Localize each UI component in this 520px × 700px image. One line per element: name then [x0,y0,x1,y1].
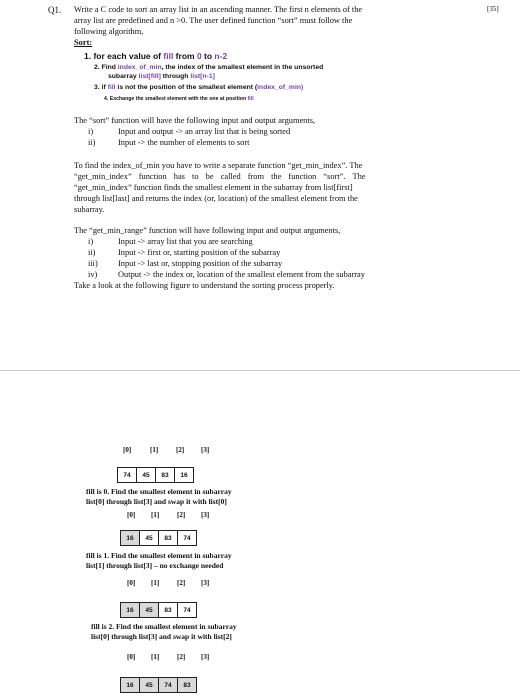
index-label: [2] [177,653,186,661]
item-number: ii) [88,248,96,257]
code-list-fill: list[fill] [138,73,161,80]
step-caption [86,551,232,570]
code-fill: fill [107,84,116,91]
array-cell: 16 [121,603,140,617]
range-arg-4 [88,270,365,279]
index-label: [0] [127,579,136,587]
sort-arg-1 [88,127,290,136]
index-label: [1] [151,511,160,519]
index-label: [3] [201,579,210,587]
caption-line: fill is 0. Find the smallest element in subarray [86,487,232,496]
array-state-2 [120,530,197,546]
index-label: [2] [177,511,186,519]
question-marks: [35] [487,5,499,13]
step-text: Find [101,64,118,71]
paragraph-line: “get_min_index” function has to be called from the function “sort”. The [74,172,366,181]
step-text: ) [300,84,304,91]
intro-line-1: Write a C code to sort an array list in an ascending manner. The first n elements of the [74,5,363,14]
step-number: 3. [94,84,100,91]
array-state-3 [120,602,197,618]
item-number: iv) [88,270,98,279]
index-label: [0] [127,511,136,519]
range-arg-2 [88,248,280,257]
array-cell: 16 [121,678,140,692]
array-cell: 74 [178,531,196,545]
index-label: [3] [201,653,210,661]
array-state-4 [120,677,197,693]
algorithm-step-1 [84,51,227,61]
item-text: Input -> array list that you are searching [118,237,253,246]
caption-line: fill is 1. Find the smallest element in subarray [86,551,232,560]
index-label: [3] [201,511,210,519]
index-label: [1] [150,446,159,454]
code-fill: fill [247,96,254,102]
algorithm-step-3 [94,84,303,91]
algorithm-step-4 [104,96,254,102]
item-text: Output -> the index or, location of the smallest element from the subarray [118,270,365,279]
code-list-n-minus-1: list[n-1] [190,73,215,80]
array-state-1 [117,467,194,483]
caption-line: list[0] through list[3] and swap it with list[0] [86,496,227,506]
paragraph-line: through list[last] and returns the index (or, location) of the smallest element from the [74,194,358,203]
item-number: i) [88,127,94,136]
item-number: i) [88,237,94,246]
array-cell: 74 [159,678,178,692]
code-index-of-min: index_of_min [117,64,162,71]
intro-line-2: array list are predefined and n >0. The user defined function “sort” must follow the [74,16,353,25]
sort-args-intro: The “sort” function will have the following input and output arguments, [74,116,316,125]
index-label: [2] [177,579,186,587]
step-caption [91,622,237,641]
item-text: Input and output -> an array list that is being sorted [118,127,291,136]
array-cell: 83 [159,603,178,617]
index-label: [0] [123,446,132,454]
sorting-figure [0,371,520,700]
caption-line: list[0] through list[3] and swap it with list[2] [91,631,232,641]
step-text: for each value of [93,51,164,61]
sort-arg-2 [88,138,249,147]
step-number: 4. [104,96,109,102]
step-text: , the index of the smallest element in the unsorted [161,64,324,71]
code-fill: fill [163,51,174,61]
array-cell: 74 [118,468,137,482]
array-cell: 74 [178,603,196,617]
array-cell: 83 [156,468,175,482]
step-caption [86,487,232,506]
step-text: is not the position of the smallest element ( [115,84,258,91]
array-cell: 16 [175,468,193,482]
item-text: Input -> last or, stopping position of the subarray [118,259,283,268]
array-cell: 45 [137,468,156,482]
figure-instruction: Take a look at the following figure to understand the sorting process properly. [74,281,335,290]
index-label: [1] [151,579,160,587]
get-min-paragraph [74,160,486,215]
step-text: to [201,51,215,61]
range-args-intro: The “get_min_range” function will have following input and output arguments, [74,226,341,235]
item-number: ii) [88,138,96,147]
index-label: [0] [127,653,136,661]
index-label: [2] [176,446,185,454]
array-cell: 83 [178,678,196,692]
step-number: 2. [94,64,100,71]
step-text: subarray [108,73,139,80]
code-index-of-min: index_of_min [257,84,301,91]
item-text: Input -> the number of elements to sort [118,138,250,147]
paragraph-line: To find the index_of_min you have to write a separate function “get_min_index”. The [74,161,363,170]
array-cell: 16 [121,531,140,545]
array-cell: 45 [140,678,159,692]
paragraph-line: subarray. [74,205,105,214]
code-zero: 0 [196,51,202,61]
index-label: [1] [151,653,160,661]
step-text: Exchange the smallest element with the one at position [109,96,248,102]
array-cell: 45 [140,531,159,545]
algorithm-step-2 [94,63,323,81]
step-text: if [101,84,108,91]
paragraph-line: “get_min_index” function finds the smallest element in the subarray from list[first] [74,183,353,192]
array-cell: 45 [140,603,159,617]
item-number: iii) [88,259,98,268]
question-number: Q1. [48,5,62,15]
sort-heading: Sort: [74,38,93,47]
intro-line-3: following algorithm, [74,27,144,36]
step-number: 1. [84,51,92,61]
index-label: [3] [201,446,210,454]
range-arg-3 [88,259,282,268]
item-text: Input -> first or, starting position of the subarray [118,248,281,257]
code-n-minus-2: n-2 [214,51,228,61]
step-text: from [173,51,197,61]
step-text: through [160,73,191,80]
array-cell: 83 [159,531,178,545]
caption-line: fill is 2. Find the smallest element in subarray [91,622,237,631]
caption-line: list[1] through list[3] – no exchange needed [86,560,224,570]
range-arg-1 [88,237,253,246]
